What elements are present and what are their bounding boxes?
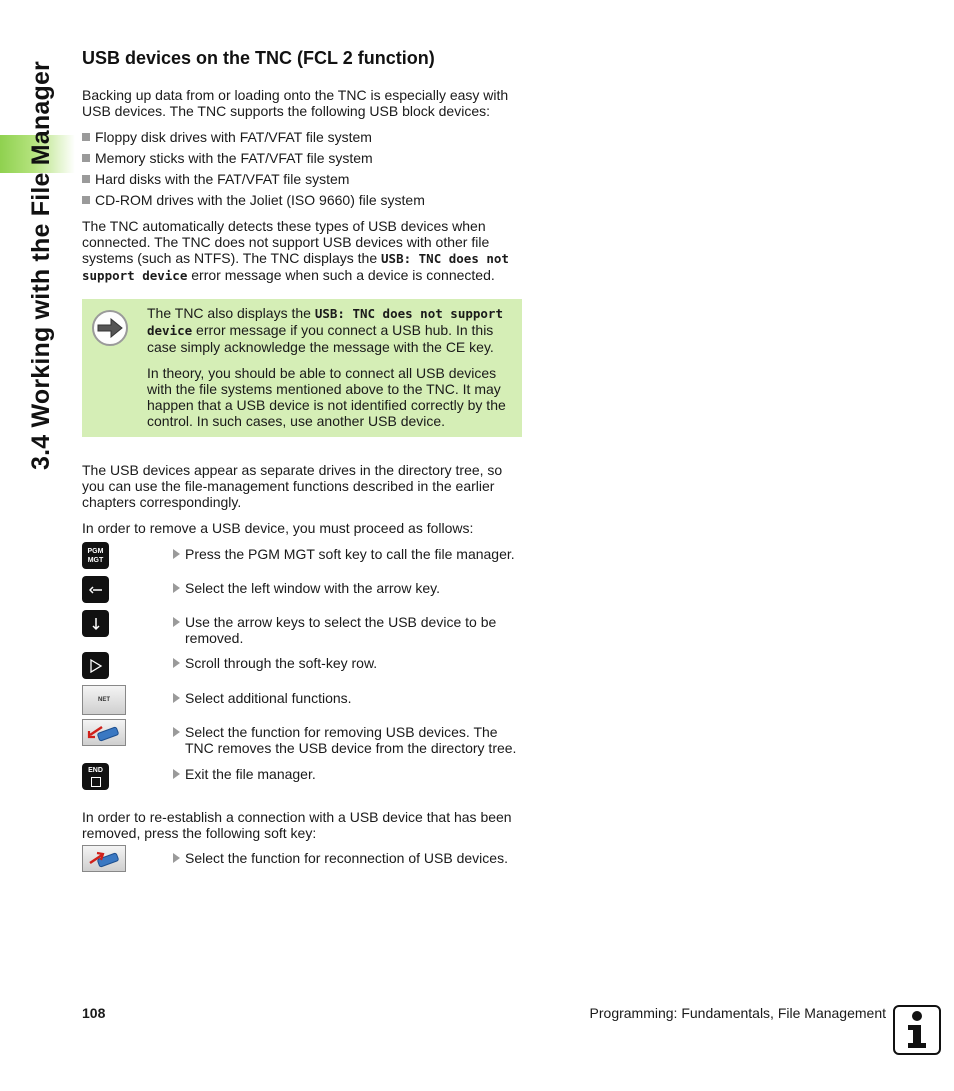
reconnect-intro: In order to re-establish a connection with a USB device that has been removed, press the following soft key: xyxy=(82,809,512,841)
end-square-icon xyxy=(91,777,101,787)
footer-title: Programming: Fundamentals, File Management xyxy=(589,1005,886,1021)
next-softkey-row-key[interactable] xyxy=(82,652,109,679)
step-arrow-left xyxy=(82,580,527,614)
arrow-right-icon xyxy=(92,310,128,346)
device-list xyxy=(82,129,527,208)
step-arrow-down xyxy=(82,614,527,655)
pgm-mgt-key-label-bottom: MGT xyxy=(87,556,104,564)
net-softkey[interactable] xyxy=(82,685,126,715)
arrow-left-icon xyxy=(89,586,103,594)
remove-usb-softkey[interactable] xyxy=(82,719,126,746)
net-softkey-label: NET xyxy=(98,697,110,703)
step-text: Exit the file manager. xyxy=(173,766,527,782)
list-item: Floppy disk drives with FAT/VFAT file system xyxy=(82,129,527,145)
step-text: Use the arrow keys to select the USB device to be removed. xyxy=(173,614,527,646)
step-text: Select the function for removing USB devices. The TNC removes the USB device from the directory tree. xyxy=(173,724,527,756)
note-error-code: USB: TNC does not support device xyxy=(147,306,503,338)
note-text-end: error message if you connect a USB hub. In this case simply acknowledge the message with the CE key. xyxy=(147,322,494,355)
list-item: Hard disks with the FAT/VFAT file system xyxy=(82,171,527,187)
step-text: Select the function for reconnection of USB devices. xyxy=(173,850,527,866)
step-text: Select the left window with the arrow key. xyxy=(173,580,527,596)
step-reconnect-usb xyxy=(82,850,527,884)
detect-text: The TNC automatically detects these types of USB devices when connected. The TNC does not support USB devices with other file systems (such as NTFS). The TNC displays the xyxy=(82,218,490,266)
step-net xyxy=(82,690,527,724)
step-text: Scroll through the soft-key row. xyxy=(173,655,527,671)
remove-steps xyxy=(82,546,527,800)
step-remove-usb xyxy=(82,724,527,766)
arrow-left-key[interactable] xyxy=(82,576,109,603)
list-item: CD-ROM drives with the Joliet (ISO 9660) file system xyxy=(82,192,527,208)
drives-paragraph: The USB devices appear as separate drives in the directory tree, so you can use the file-management functions described in the earlier chapters correspondingly. xyxy=(82,462,503,510)
remove-intro: In order to remove a USB device, you must proceed as follows: xyxy=(82,520,474,536)
end-key-label: END xyxy=(88,767,103,774)
step-text: Select additional functions. xyxy=(173,690,527,706)
step-pgm-mgt xyxy=(82,546,527,580)
intro-paragraph: Backing up data from or loading onto the TNC is especially easy with USB devices. The TNC supports the following USB block devices: xyxy=(82,87,509,119)
reconnect-usb-softkey[interactable] xyxy=(82,845,126,872)
section-heading: USB devices on the TNC (FCL 2 function) xyxy=(82,48,435,68)
detect-paragraph xyxy=(82,218,527,284)
note-text: The TNC also displays the xyxy=(147,305,315,321)
arrow-down-key[interactable] xyxy=(82,610,109,637)
arrow-down-icon xyxy=(92,617,100,631)
info-icon xyxy=(893,1005,941,1055)
chapter-title: 3.4 Working with the File Manager xyxy=(27,61,55,470)
detect-text-end: error message when such a device is connected. xyxy=(187,267,495,283)
main-content xyxy=(82,48,527,884)
note-box xyxy=(82,299,522,437)
error-code: USB: TNC does not support device xyxy=(82,251,509,283)
pgm-mgt-key[interactable] xyxy=(82,542,109,569)
note-paragraph-2: In theory, you should be able to connect all USB devices with the file systems mentioned above to the TNC. It may happen that a USB device is not identified correctly by the control. In such cases, use another USB device. xyxy=(147,365,506,429)
step-text: Press the PGM MGT soft key to call the file manager. xyxy=(173,546,527,562)
step-scroll-softkeys xyxy=(82,655,527,690)
note-paragraph-1 xyxy=(147,305,510,355)
list-item: Memory sticks with the FAT/VFAT file system xyxy=(82,150,527,166)
usb-remove-icon xyxy=(86,723,122,743)
triangle-right-icon xyxy=(89,659,103,673)
page-number: 108 xyxy=(82,1005,106,1021)
step-end xyxy=(82,766,527,800)
usb-reconnect-icon xyxy=(86,849,122,869)
end-key[interactable] xyxy=(82,763,109,790)
pgm-mgt-key-label-top: PGM xyxy=(87,547,104,555)
